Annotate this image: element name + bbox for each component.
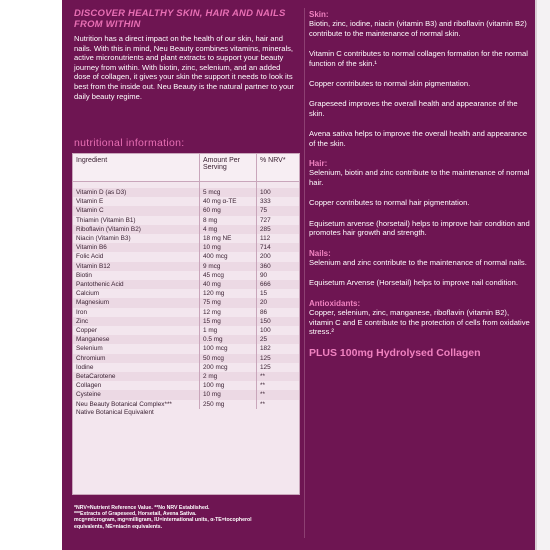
table-row bbox=[73, 298, 299, 307]
nails-claim: Equisetum Arvense (Horsetail) helps to improve nail condition. bbox=[309, 278, 518, 288]
nutrition-table-grid bbox=[73, 154, 299, 409]
cell-nrv: 285 bbox=[257, 225, 300, 234]
skin-claim: Grapeseed improves the overall health and appearance of the skin. bbox=[309, 99, 518, 118]
cell-nrv: 100 bbox=[257, 326, 300, 335]
collagen-callout: PLUS 100mg Hydrolysed Collagen bbox=[309, 347, 481, 360]
cell-amount: 0.5 mg bbox=[200, 335, 257, 344]
table-row bbox=[73, 206, 299, 215]
cell-ingredient: Chromium bbox=[73, 354, 200, 363]
cell-ingredient: BetaCarotene bbox=[73, 372, 200, 381]
nutrition-table bbox=[72, 153, 300, 495]
table-row bbox=[73, 317, 299, 326]
cell-amount: 4 mg bbox=[200, 225, 257, 234]
nails-heading: Nails: bbox=[309, 248, 331, 258]
cell-nrv: 90 bbox=[257, 271, 300, 280]
cell-nrv: 100 bbox=[257, 188, 300, 197]
cell-amount: 200 mcg bbox=[200, 363, 257, 372]
cell-nrv: ** bbox=[257, 390, 300, 399]
table-row bbox=[73, 225, 299, 234]
table-row bbox=[73, 234, 299, 243]
table-row bbox=[73, 262, 299, 271]
cell-amount: 50 mcg bbox=[200, 354, 257, 363]
cell-amount: 100 mg bbox=[200, 381, 257, 390]
footnote: mcg=microgram, mg=milligram, IU=international units, α-TE=tocopherol bbox=[74, 517, 252, 524]
cell-nrv: 20 bbox=[257, 298, 300, 307]
cell-amount: 60 mg bbox=[200, 206, 257, 215]
cell-nrv: 112 bbox=[257, 234, 300, 243]
cell-nrv: ** bbox=[257, 381, 300, 390]
skin-claim: Vitamin C contributes to normal collagen formation for the normal function of the skin.¹ bbox=[309, 49, 528, 68]
cell-ingredient: Vitamin B6 bbox=[73, 243, 200, 252]
package-edge-line bbox=[535, 0, 537, 550]
cell-ingredient: Collagen bbox=[76, 382, 102, 390]
cell-amount: 1 mg bbox=[200, 326, 257, 335]
hair-claim: Copper contributes to normal hair pigmentation. bbox=[309, 198, 470, 208]
cell-nrv: ** bbox=[257, 372, 300, 381]
table-row bbox=[73, 363, 299, 372]
cell-ingredient: Vitamin D (as D3) bbox=[73, 188, 200, 197]
skin-claim: Biotin, zinc, iodine, niacin (vitamin B3) and riboflavin (vitamin B2) contribute to the maintenance of normal skin. bbox=[309, 19, 527, 38]
antioxidants-heading: Antioxidants: bbox=[309, 298, 361, 308]
table-row bbox=[73, 354, 299, 363]
skin-claim: Copper contributes to normal skin pigmentation. bbox=[309, 79, 471, 89]
table-row bbox=[73, 390, 299, 399]
cell-ingredient: Folic Acid bbox=[76, 253, 104, 261]
cell-ingredient: Biotin bbox=[76, 271, 92, 279]
cell-amount: 15 mg bbox=[200, 317, 257, 326]
cell-nrv: 200 bbox=[257, 252, 300, 261]
cell-nrv: 15 bbox=[257, 289, 300, 298]
left-column bbox=[74, 8, 296, 101]
skin-claim: Avena sativa helps to improve the overall health and appearance of the skin. bbox=[309, 129, 528, 148]
footnote: *NRV=Nutrient Reference Value. **No NRV Established. bbox=[74, 505, 210, 511]
cell-amount: 12 mg bbox=[200, 308, 257, 317]
cell-nrv: 182 bbox=[257, 344, 300, 353]
cell-amount: 8 mg bbox=[200, 216, 257, 225]
header-amount: Amount Per Serving bbox=[200, 154, 257, 182]
nutrition-title: nutritional information: bbox=[74, 137, 185, 149]
hair-claim: Selenium, biotin and zinc contribute to the maintenance of normal hair. bbox=[309, 168, 530, 187]
header-ingredient: Ingredient bbox=[73, 154, 200, 182]
cell-nrv: 360 bbox=[257, 262, 300, 271]
cell-ingredient: Calcium bbox=[76, 290, 100, 298]
nails-claim: Selenium and zinc contribute to the maintenance of normal nails. bbox=[309, 257, 527, 267]
cell-amount: 9 mcg bbox=[200, 262, 257, 271]
hair-claim: Equisetum arvense (horsetail) helps to improve hair condition and promotes hair growth and strength. bbox=[309, 218, 530, 238]
cell-amount: 40 mg bbox=[200, 280, 257, 289]
column-divider bbox=[304, 8, 305, 538]
cell-amount: 400 mcg bbox=[200, 252, 257, 261]
cell-ingredient: Iron bbox=[76, 308, 88, 316]
cell-ingredient: Niacin (Vitamin B3) bbox=[76, 235, 131, 243]
cell-ingredient: Vitamin B12 bbox=[73, 262, 200, 271]
table-row bbox=[73, 326, 299, 335]
headline: DISCOVER HEALTHY SKIN, HAIR AND NAILS FROM WITHIN bbox=[74, 8, 286, 30]
intro-text: Nutrition has a direct impact on the health of our skin, hair and nails. With this in mind, Neu Beauty combines vitamins, minerals, active micronutrients and plant extracts to support your beauty journey from within. With biotin, zinc, selenium, and an added dose of collagen, it gives your skin the support it needs to look its best from the inside out. Neu Beauty is the natural partner to your daily beauty regime. bbox=[74, 34, 294, 101]
table-row bbox=[73, 271, 299, 280]
cell-nrv: 125 bbox=[257, 363, 300, 372]
cell-ingredient: Magnesium bbox=[73, 298, 200, 307]
footnotes bbox=[74, 505, 298, 530]
cell-nrv: 75 bbox=[257, 206, 300, 215]
cell-ingredient: Pantothenic Acid bbox=[73, 280, 200, 289]
table-row bbox=[73, 197, 299, 206]
cell-nrv: 714 bbox=[257, 243, 300, 252]
table-row bbox=[73, 381, 299, 390]
skin-heading: Skin: bbox=[309, 10, 329, 19]
cell-ingredient: Copper bbox=[76, 327, 97, 335]
cell-nrv: 666 bbox=[257, 280, 300, 289]
cell-ingredient: Iodine bbox=[76, 363, 94, 371]
table-row bbox=[73, 252, 299, 261]
cell-amount: 100 mcg bbox=[200, 344, 257, 353]
cell-amount: 10 mg bbox=[200, 390, 257, 399]
cell-amount: 120 mg bbox=[200, 289, 257, 298]
table-row bbox=[73, 216, 299, 225]
cell-ingredient: Manganese bbox=[73, 335, 200, 344]
cell-ingredient: Selenium bbox=[76, 345, 103, 353]
table-row bbox=[73, 400, 299, 409]
cell-nrv: 150 bbox=[257, 317, 300, 326]
table-header-row bbox=[73, 154, 299, 182]
antioxidants-claim: Copper, selenium, zinc, manganese, riboflavin (vitamin B2), vitamin C and E contribute to the protection of cells from oxidative stress.² bbox=[309, 308, 530, 336]
cell-ingredient: Riboflavin (Vitamin B2) bbox=[73, 225, 200, 234]
cell-ingredient: Vitamin C bbox=[73, 206, 200, 215]
hair-heading: Hair: bbox=[309, 159, 328, 169]
table-row bbox=[73, 188, 299, 197]
header-nrv: % NRV* bbox=[257, 154, 300, 182]
table-row bbox=[73, 344, 299, 353]
cell-nrv: 25 bbox=[257, 335, 300, 344]
table-row bbox=[73, 308, 299, 317]
cell-ingredient: Zinc bbox=[73, 317, 200, 326]
botanical-equivalent: Native Botanical Equivalent bbox=[76, 408, 154, 416]
cell-amount: 10 mg bbox=[200, 243, 257, 252]
cell-amount: 75 mg bbox=[200, 298, 257, 307]
right-column bbox=[309, 10, 531, 359]
cell-amount: 2 mg bbox=[200, 372, 257, 381]
table-row bbox=[73, 243, 299, 252]
table-row bbox=[73, 335, 299, 344]
table-row bbox=[73, 280, 299, 289]
cell-ingredient: Cysteine bbox=[73, 390, 200, 399]
cell-amount: 250 mg bbox=[200, 400, 257, 409]
footnote: equivalents, NE=niacin equivalents. bbox=[74, 523, 163, 530]
cell-nrv: 125 bbox=[257, 354, 300, 363]
cell-nrv: 727 bbox=[257, 216, 300, 225]
package-edge bbox=[535, 0, 550, 550]
cell-nrv: 333 bbox=[257, 197, 300, 206]
table-row bbox=[73, 289, 299, 298]
cell-ingredient: Vitamin E bbox=[76, 198, 104, 206]
cell-amount: 40 mg α-TE bbox=[200, 197, 257, 206]
cell-nrv: ** bbox=[257, 400, 300, 409]
table-row bbox=[73, 372, 299, 381]
cell-nrv: 86 bbox=[257, 308, 300, 317]
footnote: ***Extracts of Grapeseed, Horsetail, Avena Sativa. bbox=[74, 511, 197, 518]
cell-amount: 5 mcg bbox=[200, 188, 257, 197]
cell-amount: 18 mg NE bbox=[200, 234, 257, 243]
cell-ingredient: Thiamin (Vitamin B1) bbox=[76, 216, 136, 224]
cell-ingredient: Neu Beauty Botanical Complex*** bbox=[76, 400, 172, 408]
cell-amount: 45 mcg bbox=[200, 271, 257, 280]
